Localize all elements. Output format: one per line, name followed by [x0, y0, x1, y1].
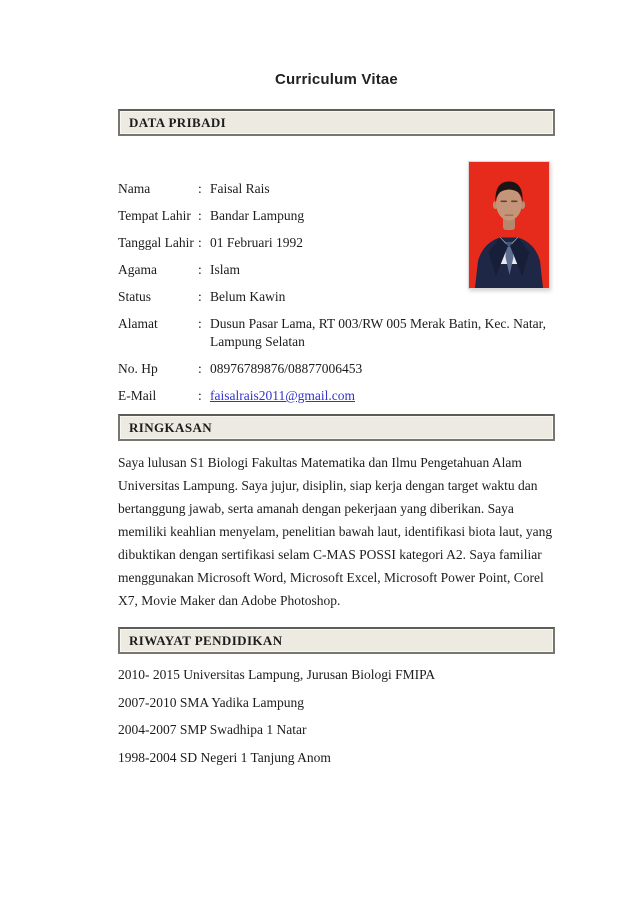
summary-paragraph: Saya lulusan S1 Biologi Fakultas Matematika dan Ilmu Pengetahuan Alam Universitas Lampung. Saya jujur, disiplin, siap kerja dengan target waktu dan bertanggung jawab, serta amanah dengan pekerjaan yang diberikan. Saya memiliki keahlian menyelam, penelitian bawah laut, identifikasi biota laut, yang dibuktikan dengan sertifikasi selam C-MAS POSSI kategori A2. Saya familiar menggunakan Microsoft Word, Microsoft Excel, Microsoft Power Point, Corel X7, Movie Maker dan Adobe Photoshop. [118, 455, 553, 608]
field-value-status: Belum Kawin [210, 289, 286, 304]
field-colon: : [198, 289, 202, 304]
field-label-alamat: Alamat [118, 316, 158, 331]
field-label-tempat-lahir: Tempat Lahir [118, 208, 191, 223]
field-colon: : [198, 388, 202, 403]
field-label-status: Status [118, 289, 152, 304]
field-colon: : [198, 316, 202, 331]
email-link[interactable]: faisalrais2011@gmail.com [210, 388, 356, 403]
field-value-nama: Faisal Rais [210, 181, 270, 196]
field-row-no-hp [118, 360, 555, 378]
field-colon: : [198, 181, 202, 196]
section-header-ringkasan-label: RINGKASAN [129, 420, 213, 435]
field-value-no-hp: 08976789876/08877006453 [210, 361, 363, 376]
field-value-tempat-lahir: Bandar Lampung [210, 208, 305, 223]
field-row-status [118, 288, 555, 306]
field-colon: : [198, 262, 202, 277]
education-item-sd: 1998-2004 SD Negeri 1 Tanjung Anom [118, 749, 331, 765]
cv-content-column [118, 0, 555, 766]
field-value-alamat: Dusun Pasar Lama, RT 003/RW 005 Merak Batin, Kec. Natar, Lampung Selatan [210, 316, 546, 349]
section-header-data-pribadi-label: DATA PRIBADI [129, 115, 227, 130]
field-row-alamat [118, 315, 555, 350]
field-label-tanggal-lahir: Tanggal Lahir [118, 235, 194, 250]
education-item-sma: 2007-2010 SMA Yadika Lampung [118, 694, 305, 710]
field-label-nama: Nama [118, 181, 151, 196]
field-colon: : [198, 361, 202, 376]
education-item-university: 2010- 2015 Universitas Lampung, Jurusan Biologi FMIPA [118, 667, 436, 682]
field-label-no-hp: No. Hp [118, 361, 158, 376]
field-colon: : [198, 235, 202, 250]
field-value-tanggal-lahir: 01 Februari 1992 [210, 235, 303, 250]
section-header-ringkasan [118, 414, 555, 441]
field-label-email: E-Mail [118, 388, 157, 403]
education-list [118, 666, 555, 766]
profile-photo [468, 161, 550, 289]
education-item-smp: 2004-2007 SMP Swadhipa 1 Natar [118, 722, 307, 737]
field-colon: : [198, 208, 202, 223]
field-label-agama: Agama [118, 262, 157, 277]
field-row-email [118, 387, 555, 405]
page-title: Curriculum Vitae [275, 71, 398, 88]
section-header-riwayat-pendidikan-label: RIWAYAT PENDIDIKAN [129, 633, 283, 648]
section-header-riwayat-pendidikan [118, 627, 555, 654]
section-header-data-pribadi [118, 109, 555, 136]
field-value-agama: Islam [210, 262, 240, 277]
profile-photo-illustration [469, 162, 549, 288]
